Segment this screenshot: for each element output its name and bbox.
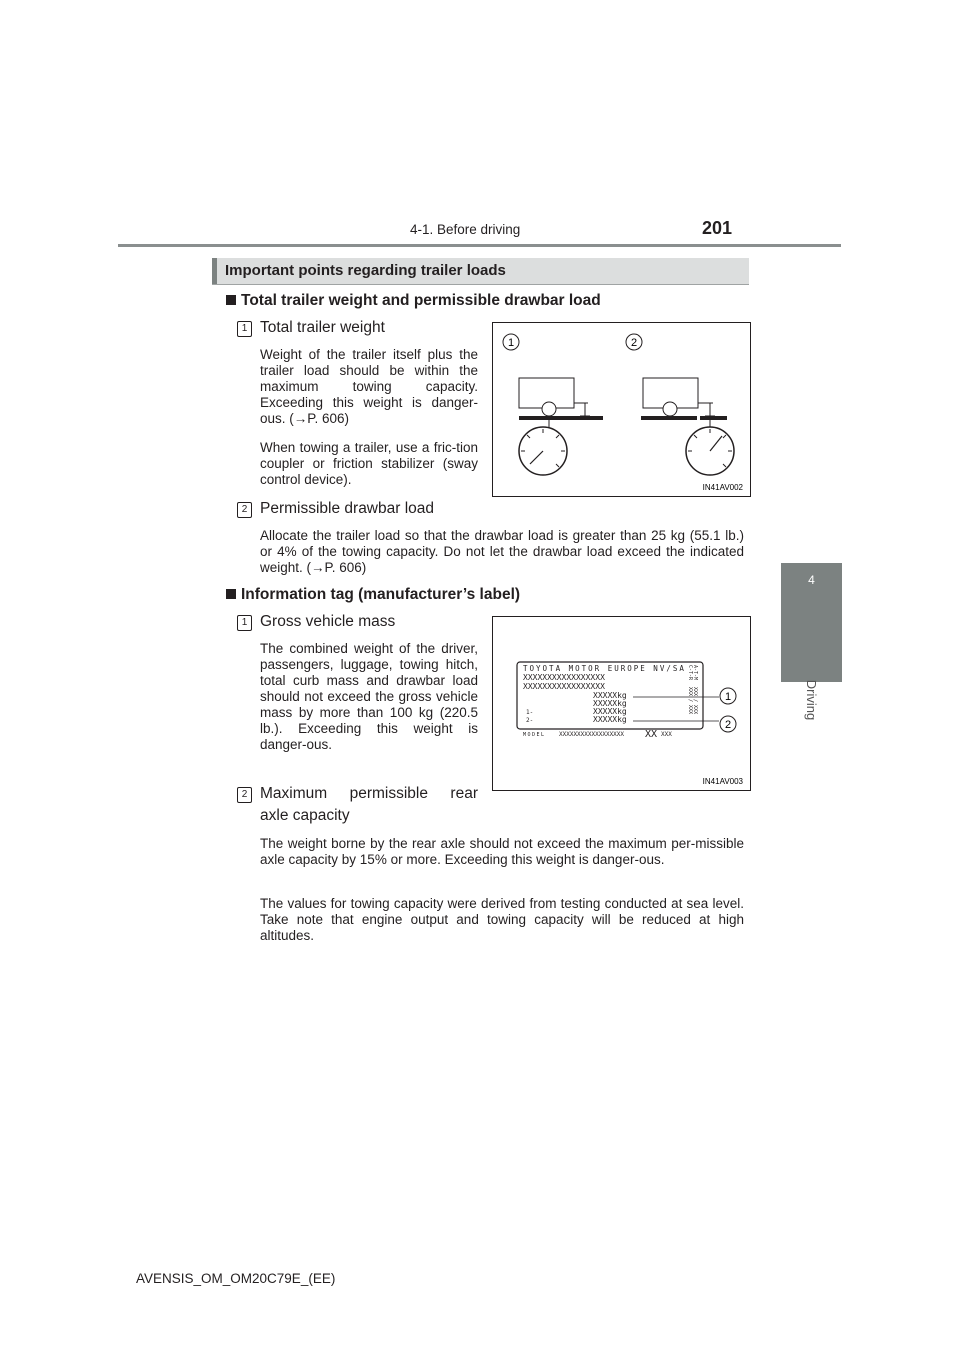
subsection-title: Information tag (manufacturer’s label) [241, 586, 521, 603]
model-value: XXXXXXXXXXXXXXXXXX [559, 731, 625, 738]
section-heading-accent [212, 258, 217, 284]
callout-number: 1 [507, 337, 515, 349]
manufacturer-label-figure [492, 616, 751, 791]
subsection-title: Total trailer weight and permissible drawbar load [241, 292, 601, 309]
figure-code: IN41AV002 [702, 483, 743, 492]
subsection-heading [226, 586, 520, 604]
item-paragraph: Allocate the trailer load so that the drawbar load is greater than 25 kg (55.1 lb.) or 4% of the towing capacity. Do not let the drawbar load exceed the indicated weight. (→P. 606) [260, 528, 744, 575]
label-weight: XXXXXkg [593, 691, 627, 700]
item-number: 1 [237, 321, 252, 337]
model-label: MODEL [523, 732, 546, 738]
square-bullet-icon [226, 295, 236, 305]
item-paragraph: When towing a trailer, use a fric-tion coupler or friction stabilizer (sway control device). [260, 440, 478, 487]
item-paragraph: The combined weight of the driver, passengers, luggage, towing hitch, total curb mass and drawbar load should not exceed the gross vehicle mass by more than 100 kg (220.5 lb.). Exceeding this weight is danger-ous. [260, 641, 478, 752]
trailer-wheel [663, 402, 677, 416]
label-side-code: A-T-M [692, 665, 698, 681]
item-title: Permissible drawbar load [260, 500, 435, 517]
item-number: 2 [237, 787, 252, 803]
label-weight: XXXXXkg [593, 707, 627, 716]
item-paragraph: Weight of the trailer itself plus the trailer load should be within the maximum towing capacity. Exceeding this weight is danger-ous. (→P. 606) [260, 347, 478, 426]
item-title-line: axle capacity [260, 807, 350, 824]
scale-platform [700, 416, 727, 420]
item-paragraph: The weight borne by the rear axle should not exceed the maximum per-missible axle capacity by 15% or more. Exceeding this weight is danger-ous. [260, 836, 744, 867]
axle-label: 1- [526, 709, 534, 716]
section-heading [212, 258, 749, 285]
label-side-code: C-T-R [687, 665, 693, 681]
header-rule [118, 244, 841, 247]
item-paragraph: The values for towing capacity were derived from testing conducted at sea level. Take note that engine output and towing capacity will be reduced at high altitudes. [260, 896, 744, 943]
callout-number: 1 [724, 691, 732, 703]
square-bullet-icon [226, 589, 236, 599]
label-side-value: XXX / XXX [692, 687, 698, 715]
item-number: 1 [237, 615, 252, 631]
item-title-line: Maximum permissible rear [260, 785, 478, 802]
scale-platform [519, 416, 603, 420]
footer-doc-id: AVENSIS_OM_OM20C79E_(EE) [136, 1271, 336, 1286]
item-title: Total trailer weight [260, 319, 385, 336]
ground-line [641, 416, 697, 420]
trailer-scale-illustration [493, 323, 750, 496]
chapter-label: Driving [804, 679, 819, 721]
item-number: 2 [237, 502, 252, 518]
figure-code: IN41AV003 [702, 777, 743, 786]
header-section-title: 4-1. Before driving [410, 222, 521, 237]
label-maker: TOYOTA MOTOR EUROPE NV/SA [523, 664, 686, 673]
label-side-value: XXX / XXX [687, 687, 693, 715]
chapter-number: 4 [808, 573, 815, 587]
trailer-wheel [542, 402, 556, 416]
section-title: Important points regarding trailer loads [225, 262, 506, 279]
page-number: 201 [702, 218, 733, 238]
model-suffix: XX [645, 729, 658, 740]
model-tail: XXX [661, 731, 672, 738]
item-title: Gross vehicle mass [260, 613, 396, 630]
label-row: XXXXXXXXXXXXXXXXX [523, 682, 605, 691]
callout-number: 2 [724, 719, 732, 731]
label-row: XXXXXXXXXXXXXXXXX [523, 673, 605, 682]
subsection-heading [226, 292, 601, 310]
trailer-weight-figure [492, 322, 751, 497]
callout-number: 2 [630, 337, 638, 349]
label-weight: XXXXXkg [593, 715, 627, 724]
information-tag-illustration [493, 617, 750, 790]
axle-label: 2- [526, 717, 534, 724]
label-weight: XXXXXkg [593, 699, 627, 708]
